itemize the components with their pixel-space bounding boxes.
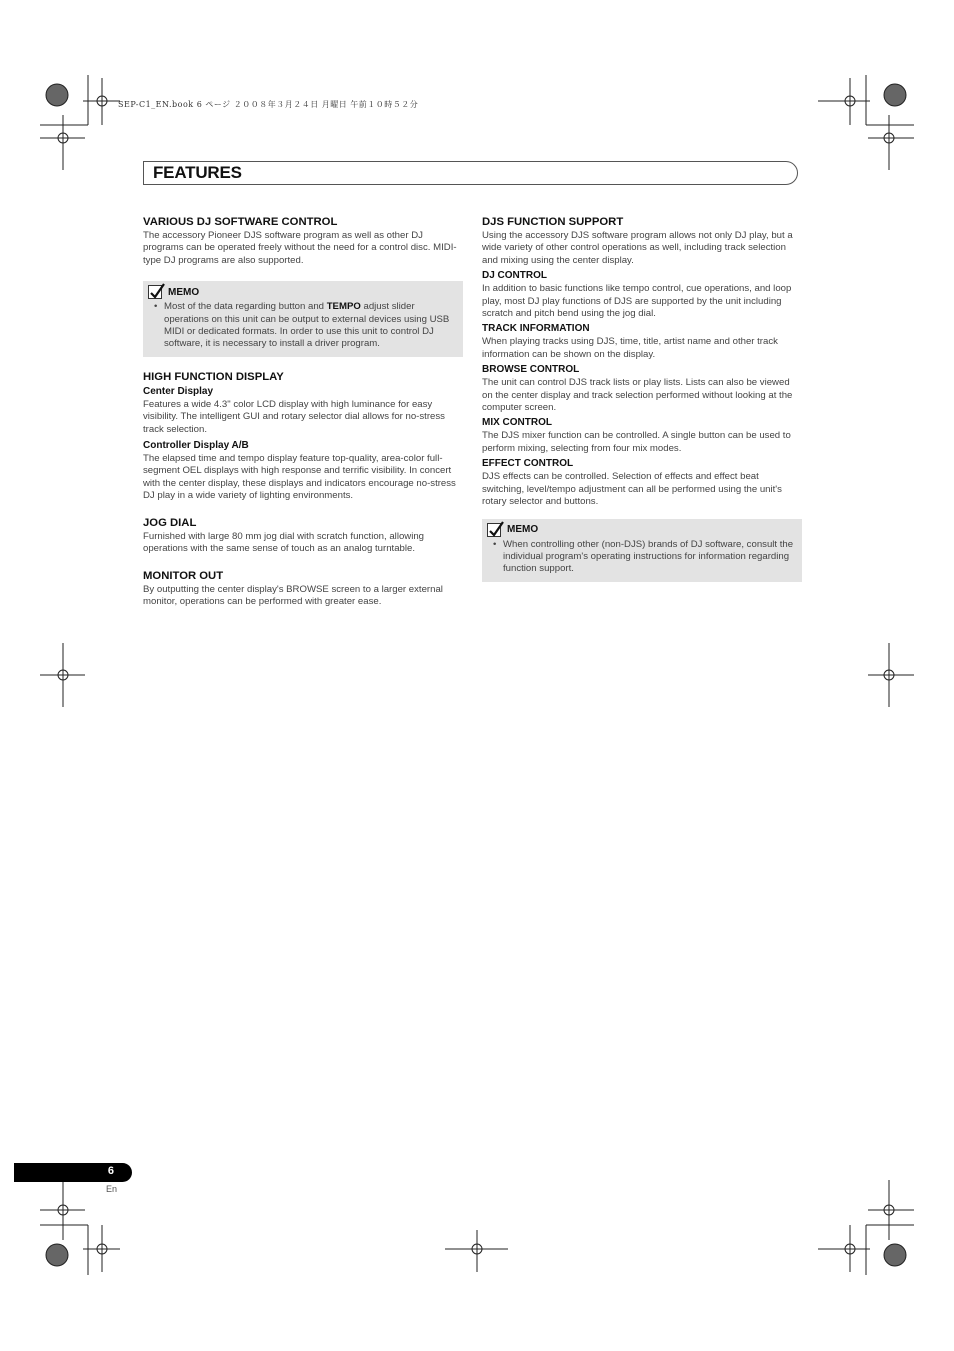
section-body: The elapsed time and tempo display feature top-quality, area-color full-segment OEL displays with high response and terrific visibility. In concert with the center display, these displays and indicators encourage no-stress DJ play in a wide variety of lighting environments. — [143, 453, 456, 502]
section-body: Features a wide 4.3" color LCD display with high luminance for easy visibility. The intelligent GUI and rotary selector dial allows for no-stress track selection. — [143, 398, 445, 435]
checkmark-icon — [148, 285, 162, 299]
subsection-heading: Center Display — [143, 385, 214, 397]
tempo-keyword: TEMPO — [326, 301, 361, 313]
section-body: Using the accessory DJS software program allows not only DJ play, but a wide variety of other control operations as well, including track selection and mixing using the center display. — [482, 230, 793, 266]
printer-target-bottom-right — [884, 1244, 906, 1266]
memo-text: Most of the data regarding button and — [164, 301, 327, 313]
subsection-heading: MIX CONTROL — [482, 417, 552, 429]
section-body: By outputting the center display's BROWSE screen to a larger external monitor, operations can be performed with greater ease. — [143, 583, 443, 607]
section-body: The accessory Pioneer DJS software program as well as other DJ programs can be operated freely without the need for a control disc. MIDI-type DJ programs are also supported. — [143, 230, 457, 266]
subsection-effect-control — [482, 458, 802, 508]
subsection-dj-control — [482, 270, 802, 320]
section-body: When playing tracks using DJS, time, title, artist name and other track information can be shown on the display. — [482, 336, 778, 360]
subsection-heading: TRACK INFORMATION — [482, 323, 590, 335]
memo-box — [482, 519, 802, 582]
memo-item — [158, 301, 457, 351]
memo-list — [148, 301, 457, 351]
section-heading: MONITOR OUT — [143, 569, 224, 582]
subsection-heading: BROWSE CONTROL — [482, 364, 580, 376]
memo-list — [487, 539, 796, 576]
page-language: En — [106, 1184, 118, 1194]
checkmark-icon — [487, 523, 501, 537]
memo-item: • When controlling other (non-DJS) brands of DJ software, consult the individual program's operating instructions for information regarding function support. — [497, 539, 796, 576]
subsection-browse-control — [482, 364, 802, 414]
subsection-heading: EFFECT CONTROL — [482, 458, 574, 470]
memo-box — [143, 281, 463, 357]
right-column — [482, 216, 802, 596]
section-djs-function — [482, 216, 802, 267]
memo-text: adjust slider operations on this unit can be output to external devices using USB MIDI or dedicated formats. In order to use this unit to control DJ software, it is necessary to install a driver program. — [164, 301, 450, 350]
memo-label: MEMO — [168, 286, 200, 298]
page-title: FEATURES — [153, 163, 242, 182]
section-heading: DJS FUNCTION SUPPORT — [482, 216, 624, 228]
section-various-dj — [143, 216, 463, 267]
subsection-track-information — [482, 323, 802, 361]
memo-header — [148, 285, 457, 299]
section-body: In addition to basic functions like tempo control, cue operations, and loop play, most DJ play functions of DJS are supported by the unit including scratch and pitch bend using the jog dial. — [482, 283, 792, 320]
section-body: DJS effects can be controlled. Selection of effects and effect beat switching, level/tempo adjustment can all be performed using the unit's rotary selector and buttons. — [482, 471, 782, 508]
section-jog-dial — [143, 517, 463, 556]
printer-target-top-left — [46, 84, 68, 106]
section-body: Furnished with large 80 mm jog dial with scratch function, allowing operations with the same sense of touch as an analog turntable. — [143, 530, 425, 555]
section-body: The unit can control DJS track lists or play lists. Lists can also be viewed on the center display and track selection performed without looking at the computer screen. — [482, 377, 793, 414]
printer-target-top-right — [884, 84, 906, 106]
section-heading: HIGH FUNCTION DISPLAY — [143, 370, 284, 383]
subsection-mix-control — [482, 417, 802, 455]
memo-header — [487, 523, 796, 537]
title-bar — [143, 161, 798, 185]
section-high-function-display — [143, 371, 463, 503]
section-monitor-out — [143, 570, 463, 609]
section-body: The DJS mixer function can be controlled. A single button can be used to perform mixing, selecting from four mix modes. — [482, 430, 791, 454]
subsection-heading: Controller Display A/B — [143, 440, 249, 452]
section-heading: VARIOUS DJ SOFTWARE CONTROL — [143, 216, 338, 228]
memo-label: MEMO — [507, 524, 539, 535]
subsection-heading: DJ CONTROL — [482, 270, 547, 282]
page-number: 6 — [107, 1165, 114, 1177]
left-column — [143, 216, 463, 622]
page-number-tab — [14, 1163, 132, 1182]
section-heading: JOG DIAL — [143, 516, 197, 529]
print-header: SEP-C1_EN.book 6 ページ ２００８年３月２４日 月曜日 午前１０時５２分 — [118, 100, 419, 109]
printer-target-bottom-left — [46, 1244, 68, 1266]
